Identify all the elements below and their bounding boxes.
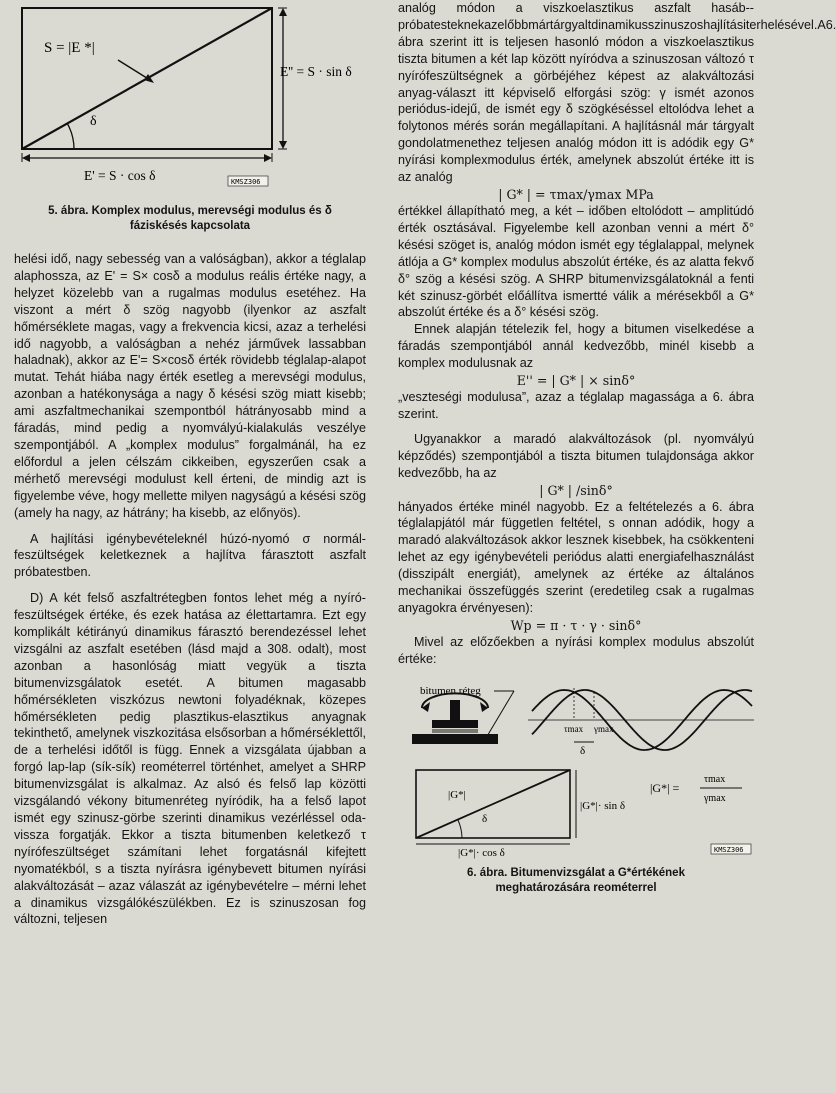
fig6-label-sin: |G*|· sin δ [580, 799, 626, 812]
figure-5-diagram [14, 0, 366, 200]
fig5-label-e2: E'' = S · sin δ [280, 64, 352, 79]
fig6-lower-plate [412, 734, 498, 744]
right-paragraph-7: Mivel az előzőekben a nyírási komplex modulus abszolút értéke: [398, 634, 754, 666]
fig5-label-s: S = |E *| [44, 40, 95, 56]
figure-6-diagram [398, 672, 754, 862]
equation-3: | G* | /sinδ° [539, 482, 613, 498]
right-body-text [398, 0, 836, 668]
left-column [14, 0, 366, 928]
fig6-label-delta: δ [482, 812, 488, 825]
fig6-label-g: |G*| [448, 788, 466, 801]
equation-2: E'' = | G* | × sinδ° [516, 373, 636, 389]
figure-6 [398, 672, 754, 862]
right-column [398, 0, 836, 896]
fig6-upper-plate [432, 720, 478, 728]
left-paragraph-2: A hajlítási igénybevételeknél húzó-nyomó σ normál-feszültségek keletkeznek a hajlítva fárasztott aszfalt próbatestben. [14, 531, 366, 580]
left-paragraph-1: helési idő, nagy sebesség van a valóságban), akkor a téglalap alaphossza, az E' = S× cosδ a modulus reális értéke nagy, a helyzet közelebb van a rugalmas modulus esetéhez. Ha viszont a mért δ szög nagyobb (ilyenkor az aszfalt hőmérséklete magas, vagy a frekvencia kicsi, azaz a terhelési idő nagyobb, a valóságban a nehéz járművek lassabban haladnak), akkor az E'= S×cosδ érték rövidebb téglalap-alapot mutat. Tehát hiába nagy érték esetleg a merevségi modulus, azonban a hatékonysága a nagy δ késési szög miatt kisebb; ami aszfaltmechanikai szempontból hátrányosabb mind a fáradás, mind pedig a nyomvályú-kialakulás veszélye szempontjából. A „komplex modulus” forgalmánál, ha ez előfordul a jelen célszám cikkeiben, egyszerűen csak a mérhető merevségi modulust kell érteni, de mindig azt is figyelembe véve, hogy mellette milyen nagyságú a késési szög (amely ha nagy, az hátrány; ha kisebb, az előnyös). [14, 252, 366, 520]
fig5-label-delta: δ [90, 114, 97, 129]
fig6-formula-lhs: |G*| = [650, 780, 680, 795]
fig6-caption-2: meghatározására reométerrel [495, 881, 657, 894]
figure-5 [14, 0, 366, 200]
right-paragraph-3: Ennek alapján tételezik fel, hogy a bitumen viselkedése a fáradás szempontjából annál kedvezőbb, minél kisebb a komplex modulusnak az [398, 322, 754, 371]
right-paragraph-5: Ugyanakkor a maradó alakváltozások (pl. nyomvályú képződés) szempontjából a tiszta bitumen tulajdonsága akkor kedvezőbb, ha az [398, 431, 754, 480]
fig6-label-tau: τmax [564, 723, 584, 734]
left-paragraph-3: D) A két felső aszfaltrétegben fontos lehet még a nyíró-feszültségek értéke, és ezek hatása az élettartamra. Ezt egy komplikált kétirányú dinamikus fárasztó berendezéssel lehet vizsgálni az aszfalt esetében (lásd majd a 308. odalt), most azonban a hasonlóság miatt vegyük a tiszta bitumenvizsgálatok esetét. A bitumen magasabb hőmérsékleten viszkózus newtoni folyadéknak, közepes hőmérsékleten pedig plasztikus-elasztikus anyagnak tekinthető, amelynek viszkozitása elsősorban a hőmérséklettől, de a terhelési időtől is függ. Ennek a vizsgálata újabban a forgó lap-lap (sík-sík) reométerrel történhet, amelyet a SHRP bitumenvizsgálat is alkalmaz. Az alsó és felső lap közötti vizsgálandó vékony bitumenréteg nyíródik, ha a felső lapot ismét egy szinusz-görbe szerinti dinamikus vezérléssel oda-vissza forgatják. Ekkor a tiszta bitumenben keletkező τ nyírófeszültséget számítani lehet forgatásnál kifejtett nyomatékból, s a tiszta nyírásra igénybevett bitumen nyírási alakváltozását – azaz válaszát az igénybevételre – mérni lehet a dinamikus vizsgálókészülékben. Ez is szinuszosan fog változni, teljesen [14, 591, 366, 927]
fig6-label-delta-top: δ [580, 744, 586, 757]
fig5-caption-1: 5. ábra. Komplex modulus, merevségi modulus és δ [48, 205, 332, 217]
equation-4: Wp = π · τ · γ · sinδ° [510, 617, 642, 633]
fig5-tag: KMSZ306 [231, 178, 261, 186]
fig6-formula-num: τmax [704, 773, 726, 785]
right-paragraph-1: analóg módon a viszkoelasztikus aszfalt hasáb-- próbatesteknekazelőbbmártárgyaltdinamikusszinuszoshajlításiterhelésével.A6. ábra szerint itt is teljesen hasonló módon a viszkoelasztikus tiszta bitumen a két lap között nyíródva a szinuszosan változó τ nyírófeszültségnek a görbéjéhez képest az alakváltozási anyag-választ itt képviselő elforgási szög: γ ismét azonos periódus-idejű, de ismét egy δ szögkéséssel eltolódva lehet a folytonos mérés során megállapítani. A hajlításnál már tárgyalt gondolatmenethez teljesen analóg módon itt is adódik egy G* nyírási komplexmodulus érték, amelynek abszolút értéke itt is az analóg [398, 1, 836, 185]
equation-1: | G* | = τmax/γmax MPa [498, 186, 654, 202]
fig5-label-e1: E' = S · cos δ [84, 168, 156, 183]
right-paragraph-6: hányados értéke minél nagyobb. Ez a feltételezés a 6. ábra téglalapjától már független feltétel, s onnan adódik, hogy a maradó alakváltozások akkor lesznek kisebbek, ha csökkenteni lehet az egy igénybevételi periódus alatti energiafelhasználást (disszipált energiát), amelynek az értéke az általános mechanikai összefüggés szerint (eredetileg csak a rugalmas anyagokra érvényesen): [398, 499, 754, 615]
right-paragraph-4: „veszteségi modulusa”, azaz a téglalap magassága a 6. ábra szerint. [398, 390, 754, 421]
fig6-label-cos: |G*|· cos δ [458, 846, 505, 859]
fig6-formula-den: γmax [704, 792, 726, 804]
fig6-tag: KMSZ306 [714, 845, 744, 854]
fig6-caption-1: 6. ábra. Bitumenvizsgálat a G*értékének [467, 866, 685, 879]
fig5-caption-2: fáziskésés kapcsolata [129, 220, 251, 232]
right-paragraph-2: értékkel állapítható meg, a két – időben eltolódott – amplitúdó érték osztásával. Figyelembe kell azonban venni a mért δ° késési szöget is, analóg módon ismét egy téglalappal, melynek átlója a G* komplex modulus abszolút értéke, és az alatta fekvő δ° szög a késési szög. A SHRP bitumenvizsgálatoknál a fenti két szinusz-görbét előállítva ismertté válik a mérésekből a G* abszolút értéke és a δ° késési szög. [398, 203, 754, 320]
left-body-text [14, 251, 366, 928]
fig6-diagonal [416, 770, 570, 838]
fig6-label-gamma: γmax [594, 723, 614, 734]
fig6-label-bitumen: bitumen réteg [420, 684, 481, 697]
